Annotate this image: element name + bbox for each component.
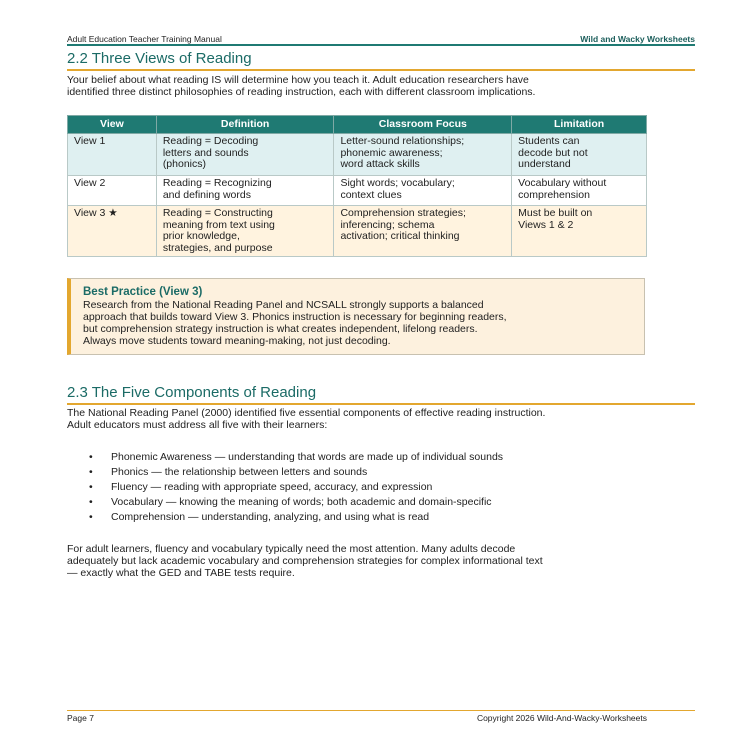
- cell-classroom-focus: Letter-sound relationships; phonemic awareness; word attack skills: [334, 134, 512, 176]
- closing-paragraph: [67, 543, 695, 579]
- bullet-icon: •: [89, 451, 93, 463]
- table-row: [68, 134, 647, 176]
- intro-line-2: identified three distinct philosophies of reading instruction, each with different classroom implications.: [67, 86, 536, 98]
- cell-classroom-focus: Comprehension strategies; inferencing; schema activation; critical thinking: [334, 206, 512, 257]
- closing-line-2: adequately but lack academic vocabulary and comprehension strategies for complex informational text: [67, 555, 543, 567]
- column-header-limitation: Limitation: [512, 116, 647, 134]
- callout-body: Research from the National Reading Panel and NCSALL strongly supports a balanced approach that builds toward View 3. Phonics instruction is necessary for beginning readers, but comprehension strategy instruction is what creates independent, lifelong readers. Always move students toward meaning-making, not just decoding.: [83, 299, 507, 347]
- heading-three-views: 2.2 Three Views of Reading: [67, 50, 252, 67]
- closing-line-3: — exactly what the GED and TABE tests require.: [67, 567, 295, 579]
- table-row: [68, 176, 647, 206]
- section-heading-2-3: [67, 384, 695, 405]
- component-text: Fluency — reading with appropriate speed, accuracy, and expression: [111, 481, 433, 493]
- bullet-icon: •: [89, 511, 93, 523]
- heading-rule: [67, 69, 695, 71]
- components-list: [89, 450, 503, 525]
- closing-line-1: For adult learners, fluency and vocabulary typically need the most attention. Many adults decode: [67, 543, 516, 555]
- table-header-row: [68, 116, 647, 134]
- column-header-view: View: [68, 116, 157, 134]
- section-heading-2-2: [67, 50, 695, 71]
- document-page: [67, 30, 695, 730]
- list-item: [89, 450, 503, 465]
- component-text: Vocabulary — knowing the meaning of words; both academic and domain-specific: [111, 496, 492, 508]
- heading-five-components: 2.3 The Five Components of Reading: [67, 384, 317, 401]
- views-table: [67, 115, 647, 257]
- cell-view: View 2: [68, 176, 157, 206]
- cell-limitation: Students can decode but not understand: [512, 134, 647, 176]
- cell-limitation: Must be built on Views 1 & 2: [512, 206, 647, 257]
- header-series-title: Wild and Wacky Worksheets: [580, 34, 695, 44]
- running-footer: [67, 713, 647, 723]
- intro-paragraph-views: [67, 74, 695, 98]
- cell-definition: Reading = Decoding letters and sounds (phonics): [156, 134, 334, 176]
- cell-limitation: Vocabulary without comprehension: [512, 176, 647, 206]
- component-text: Phonics — the relationship between letters and sounds: [111, 466, 368, 478]
- bullet-icon: •: [89, 481, 93, 493]
- heading-rule: [67, 403, 695, 405]
- cell-definition: Reading = Recognizing and defining words: [156, 176, 334, 206]
- bullet-icon: •: [89, 496, 93, 508]
- component-text: Phonemic Awareness — understanding that words are made up of individual sounds: [111, 451, 504, 463]
- best-practice-callout: [67, 278, 645, 355]
- column-header-definition: Definition: [156, 116, 334, 134]
- intro-line-1: The National Reading Panel (2000) identified five essential components of effective reading instruction.: [67, 407, 546, 419]
- page-number: Page 7: [67, 713, 94, 723]
- table-row: [68, 206, 647, 257]
- component-text: Comprehension — understanding, analyzing, and using what is read: [111, 511, 430, 523]
- footer-rule: [67, 710, 695, 711]
- callout-title: Best Practice (View 3): [83, 286, 203, 298]
- list-item: [89, 480, 503, 495]
- copyright-notice: Copyright 2026 Wild-And-Wacky-Worksheets: [476, 713, 647, 723]
- bullet-icon: •: [89, 466, 93, 478]
- list-item: [89, 495, 503, 510]
- intro-line-2: Adult educators must address all five with their learners:: [67, 419, 328, 431]
- list-item: [89, 465, 503, 480]
- cell-definition: Reading = Constructing meaning from text using prior knowledge, strategies, and purpose: [156, 206, 334, 257]
- cell-view: View 3 ★: [68, 206, 157, 257]
- cell-classroom-focus: Sight words; vocabulary; context clues: [334, 176, 512, 206]
- cell-view: View 1: [68, 134, 157, 176]
- header-rule: [67, 44, 695, 46]
- intro-line-1: Your belief about what reading IS will determine how you teach it. Adult education researchers have: [67, 74, 529, 86]
- column-header-classroom-focus: Classroom Focus: [334, 116, 512, 134]
- header-manual-title: Adult Education Teacher Training Manual: [67, 34, 222, 44]
- list-item: [89, 510, 503, 525]
- running-header: [67, 30, 695, 44]
- intro-paragraph-components: [67, 407, 695, 431]
